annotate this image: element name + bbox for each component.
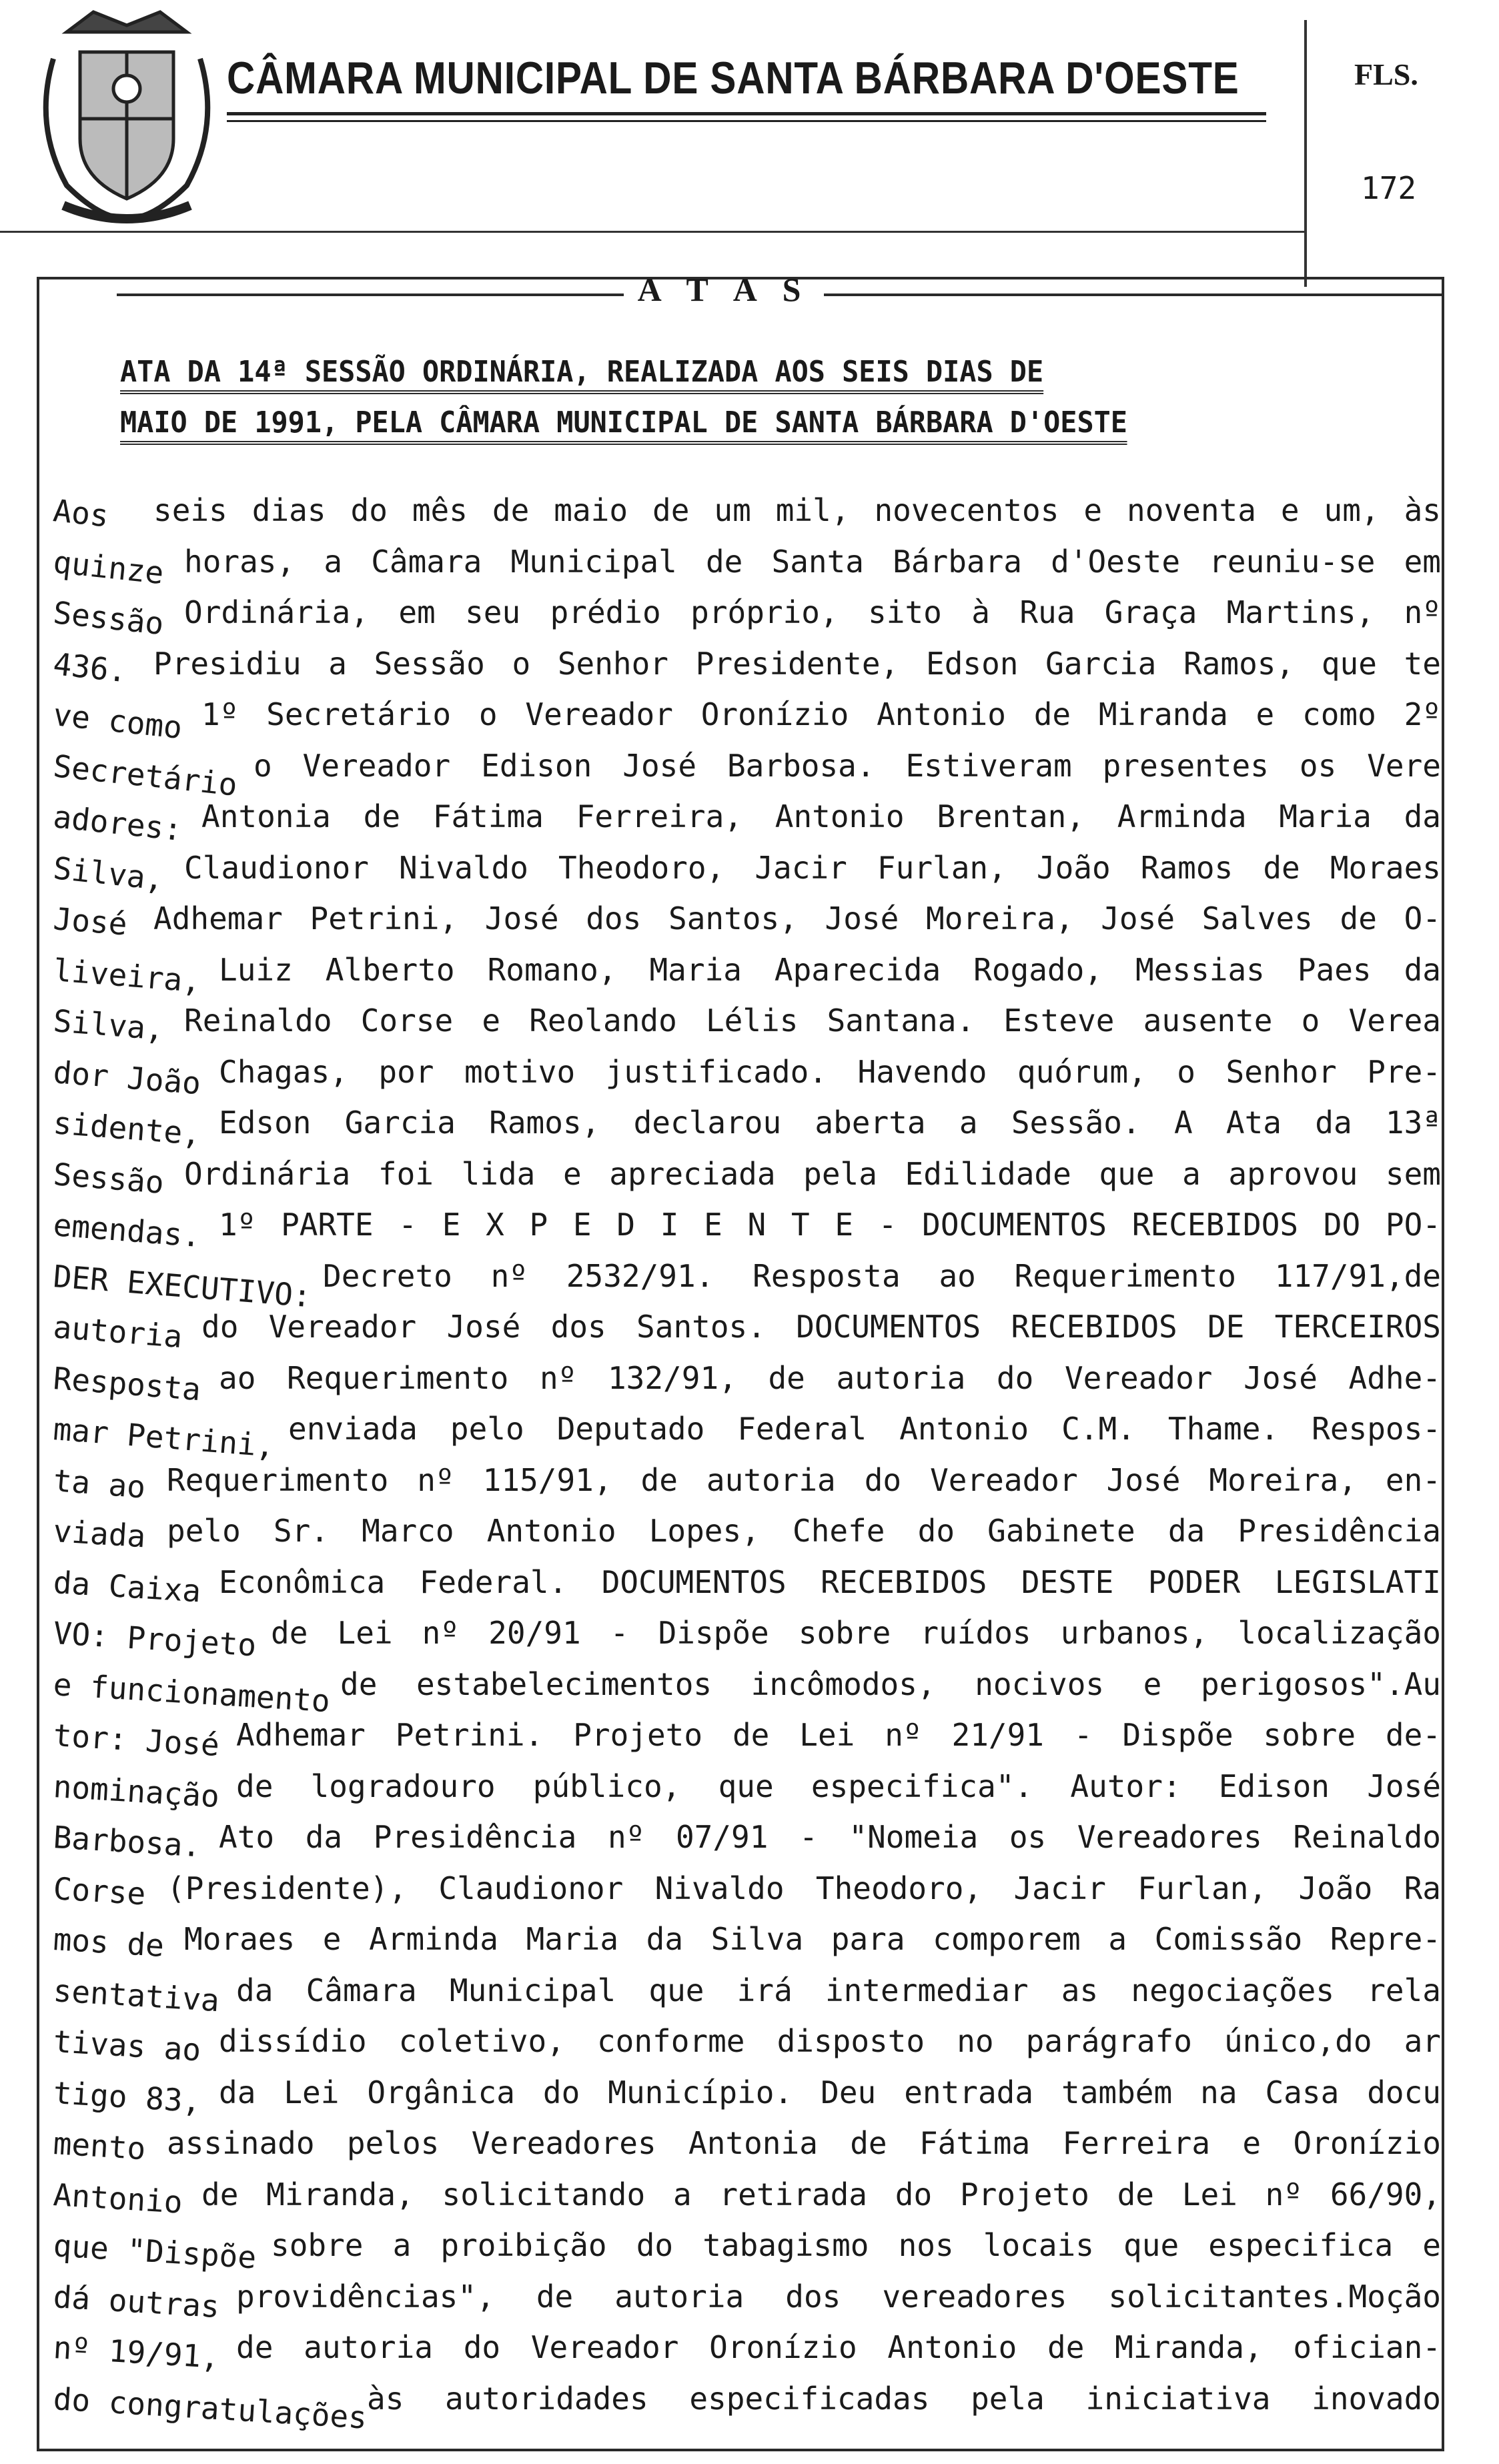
minutes-line-text: Reinaldo Corse e Reolando Lélis Santana. Esteve ausente o Verea: [184, 1003, 1441, 1039]
minutes-line: [52, 1613, 1448, 1664]
minutes-line: [51, 1205, 1448, 1255]
folio-number: 172: [1361, 170, 1417, 206]
minutes-line-lead: ve como: [51, 696, 184, 746]
minutes-line-text: de Miranda, solicitando a retirada do Projeto de Lei nº 66/90,: [201, 2176, 1441, 2213]
minutes-line-text: Requerimento nº 115/91, de autoria do Vereador José Moreira, en-: [167, 1461, 1441, 1498]
minutes-line-text: sobre a proibição do tabagismo nos locais que especifica e: [271, 2227, 1441, 2263]
minutes-line-lead: mos de: [52, 1921, 165, 1964]
minutes-line: [51, 1256, 1448, 1314]
minutes-line-text: de autoria do Vereador Oronízio Antonio de Miranda, ofician-: [236, 2329, 1441, 2365]
minutes-line-lead: Aos: [51, 492, 111, 534]
minutes-line: [51, 1103, 1448, 1153]
minutes-line-lead: adores:: [51, 798, 184, 848]
minutes-line: [51, 644, 1448, 689]
folio-divider: [1304, 20, 1307, 287]
minutes-line-text: Chagas, por motivo justificado. Havendo quórum, o Senhor Pre-: [219, 1053, 1441, 1090]
minutes-line-lead: DER EXECUTIVO:: [51, 1257, 313, 1314]
minutes-line: [52, 2021, 1448, 2068]
minutes-line-text: 1º PARTE - E X P E D I E N T E - DOCUMENTOS RECEBIDOS DO PO-: [219, 1207, 1441, 1243]
minutes-line-lead: emendas.: [51, 1207, 202, 1255]
minutes-line-lead: Antonio: [52, 2176, 184, 2221]
minutes-line: [52, 1868, 1448, 1912]
minutes-line: [51, 950, 1448, 999]
minutes-line: [52, 2379, 1448, 2436]
minutes-line-lead: do congratulações: [52, 2380, 368, 2436]
minutes-line-lead: mar Petrini,: [51, 1411, 276, 1464]
minutes-line-lead: e funcionamento: [52, 1666, 332, 1719]
minutes-line: [51, 490, 1448, 534]
minutes-line: [51, 1358, 1448, 1407]
minutes-line-text: assinado pelos Vereadores Antonia de Fátima Ferreira e Oronízio: [167, 2125, 1441, 2161]
section-title-rule: [117, 293, 624, 296]
minutes-line-text: Antonia de Fátima Ferreira, Antonio Brentan, Arminda Maria da: [201, 798, 1441, 834]
minutes-line: [51, 746, 1448, 803]
title-rule: [227, 120, 1266, 122]
minutes-line-text: o Vereador Edison José Barbosa. Estiveram presentes os Vere: [254, 747, 1441, 784]
minutes-line: [51, 1154, 1448, 1201]
minutes-line-lead: tivas ao: [52, 2023, 202, 2068]
minutes-line: [52, 2225, 1448, 2276]
minutes-line-lead: tigo 83,: [52, 2074, 202, 2119]
minutes-heading-text: MAIO DE 1991, PELA CÂMARA MUNICIPAL DE SANTA BÁRBARA D'OESTE: [120, 406, 1127, 445]
minutes-line-text: de estabelecimentos incômodos, nocivos e perigosos".Au: [340, 1666, 1441, 1702]
minutes-line-lead: quinze: [51, 543, 166, 591]
minutes-line-text: Edson Garcia Ramos, declarou aberta a Sessão. A Ata da 13ª: [219, 1105, 1441, 1141]
minutes-line: [52, 1970, 1448, 2018]
section-title-rule: [824, 293, 1444, 296]
minutes-line: [51, 848, 1448, 897]
folio-label: FLS.: [1354, 57, 1418, 91]
minutes-line-lead: dor João: [51, 1053, 202, 1101]
minutes-line-lead: que "Dispõe: [52, 2227, 258, 2276]
minutes-line-lead: nº 19/91,: [52, 2329, 221, 2376]
minutes-line: [52, 1919, 1448, 1964]
minutes-line-text: Ato da Presidência nº 07/91 - "Nomeia os Vereadores Reinaldo: [219, 1819, 1441, 1855]
minutes-line: [51, 796, 1448, 848]
minutes-line-text: ao Requerimento nº 132/91, de autoria do Vereador José Adhe-: [219, 1359, 1441, 1396]
minutes-line: [51, 1409, 1448, 1464]
minutes-line-lead: ta ao: [51, 1461, 147, 1505]
minutes-line: [51, 694, 1448, 746]
minutes-line-text: 1º Secretário o Vereador Oronízio Antonio de Miranda e como 2º: [201, 696, 1441, 732]
minutes-line-text: Adhemar Petrini. Projeto de Lei nº 21/91 - Dispõe sobre de-: [236, 1717, 1441, 1753]
minutes-line-text: Luiz Alberto Romano, Maria Aparecida Rogado, Messias Paes da: [219, 951, 1441, 988]
minutes-line-text: de logradouro público, que especifica". Autor: Edison José: [236, 1768, 1441, 1804]
municipal-crest-icon: [27, 5, 227, 225]
minutes-line-text: (Presidente), Claudionor Nivaldo Theodoro, Jacir Furlan, João Ra: [167, 1870, 1441, 1906]
minutes-line-lead: liveira,: [51, 951, 202, 999]
minutes-line-text: enviada pelo Deputado Federal Antonio C.M. Thame. Respos-: [288, 1411, 1441, 1447]
minutes-line-lead: dá outras: [52, 2278, 221, 2325]
minutes-line-text: Decreto nº 2532/91. Resposta ao Requerimento 117/91,de: [323, 1257, 1441, 1294]
minutes-line: [52, 1766, 1448, 1814]
minutes-line-text: seis dias do mês de maio de um mil, novecentos e noventa e um, às: [153, 492, 1441, 528]
minutes-line: [51, 1307, 1448, 1355]
minutes-line: [52, 1715, 1448, 1764]
minutes-line-lead: 436.: [51, 645, 129, 689]
minutes-line-text: providências", de autoria dos vereadores solicitantes.Moção: [236, 2278, 1441, 2315]
minutes-line-lead: sidente,: [51, 1105, 202, 1153]
minutes-line: [51, 592, 1448, 642]
minutes-line-lead: nominação: [52, 1768, 221, 1814]
minutes-heading-line: [120, 406, 1375, 440]
minutes-line-text: Econômica Federal. DOCUMENTOS RECEBIDOS DESTE PODER LEGISLATI: [219, 1564, 1441, 1600]
minutes-line-lead: Corse: [52, 1870, 147, 1912]
minutes-line: [51, 1052, 1448, 1101]
minutes-line: [52, 1664, 1448, 1719]
minutes-line: [52, 2327, 1448, 2376]
chamber-title: CÂMARA MUNICIPAL DE SANTA BÁRBARA D'OESTE: [227, 53, 1239, 103]
minutes-line-lead: da Caixa: [52, 1564, 202, 1609]
minutes-line-text: Presidiu a Sessão o Senhor Presidente, Edson Garcia Ramos, que te: [153, 645, 1441, 682]
minutes-line: [52, 1562, 1448, 1609]
minutes-line-text: da Câmara Municipal que irá intermediar as negociações rela: [236, 1972, 1441, 2008]
minutes-line: [51, 1460, 1448, 1505]
minutes-line-lead: viada: [52, 1513, 147, 1555]
minutes-line-lead: Sessão: [51, 1155, 165, 1201]
minutes-line-text: pelo Sr. Marco Antonio Lopes, Chefe do Gabinete da Presidência: [167, 1513, 1441, 1549]
minutes-line-text: Claudionor Nivaldo Theodoro, Jacir Furlan, João Ramos de Moraes: [184, 849, 1441, 886]
minutes-line: [52, 2123, 1448, 2167]
minutes-line: [52, 2277, 1448, 2325]
minutes-line-text: Ordinária foi lida e apreciada pela Edilidade que a aprovou sem: [184, 1155, 1441, 1192]
minutes-line-lead: autoria: [51, 1309, 184, 1355]
section-title: A T A S: [637, 271, 811, 308]
minutes-line-text: de Lei nº 20/91 - Dispõe sobre ruídos urbanos, localização: [271, 1615, 1441, 1651]
minutes-line-text: Adhemar Petrini, José dos Santos, José Moreira, José Salves de O-: [153, 900, 1441, 937]
minutes-line: [51, 542, 1448, 591]
minutes-line: [52, 1511, 1448, 1555]
minutes-line: [52, 2072, 1448, 2119]
minutes-line: [51, 1001, 1448, 1047]
minutes-line-lead: Resposta: [51, 1359, 202, 1407]
header-rule: [0, 231, 1307, 233]
minutes-line-text: às autoridades especificadas pela iniciativa inovado: [367, 2380, 1441, 2417]
minutes-line-lead: VO: Projeto: [52, 1615, 258, 1664]
minutes-line-lead: Secretário: [51, 747, 239, 803]
minutes-line-text: do Vereador José dos Santos. DOCUMENTOS RECEBIDOS DE TERCEIROS: [201, 1309, 1441, 1345]
minutes-line: [52, 1817, 1448, 1864]
minutes-line-lead: Silva,: [51, 1003, 165, 1047]
minutes-line-lead: tor: José: [52, 1717, 221, 1764]
minutes-line-text: Moraes e Arminda Maria da Silva para comporem a Comissão Repre-: [184, 1921, 1441, 1957]
title-rule: [227, 112, 1266, 115]
minutes-heading-line: [120, 355, 1375, 389]
minutes-line-text: dissídio coletivo, conforme disposto no parágrafo único,do ar: [219, 2023, 1441, 2059]
minutes-line-lead: José: [51, 900, 129, 943]
minutes-line-text: da Lei Orgânica do Município. Deu entrada também na Casa docu: [219, 2074, 1441, 2110]
minutes-line-text: Ordinária, em seu prédio próprio, sito à Rua Graça Martins, nº: [184, 594, 1441, 630]
minutes-line: [51, 898, 1448, 943]
minutes-line-lead: mento: [52, 2125, 147, 2167]
minutes-line-lead: Silva,: [51, 849, 166, 897]
minutes-line-lead: Sessão: [51, 594, 166, 642]
minutes-heading-text: ATA DA 14ª SESSÃO ORDINÁRIA, REALIZADA AOS SEIS DIAS DE: [120, 355, 1043, 394]
minutes-line-text: horas, a Câmara Municipal de Santa Bárbara d'Oeste reuniu-se em: [184, 543, 1441, 580]
minutes-line-lead: sentativa: [52, 1972, 221, 2018]
minutes-line: [52, 2175, 1448, 2221]
minutes-line-lead: Barbosa.: [52, 1819, 202, 1864]
